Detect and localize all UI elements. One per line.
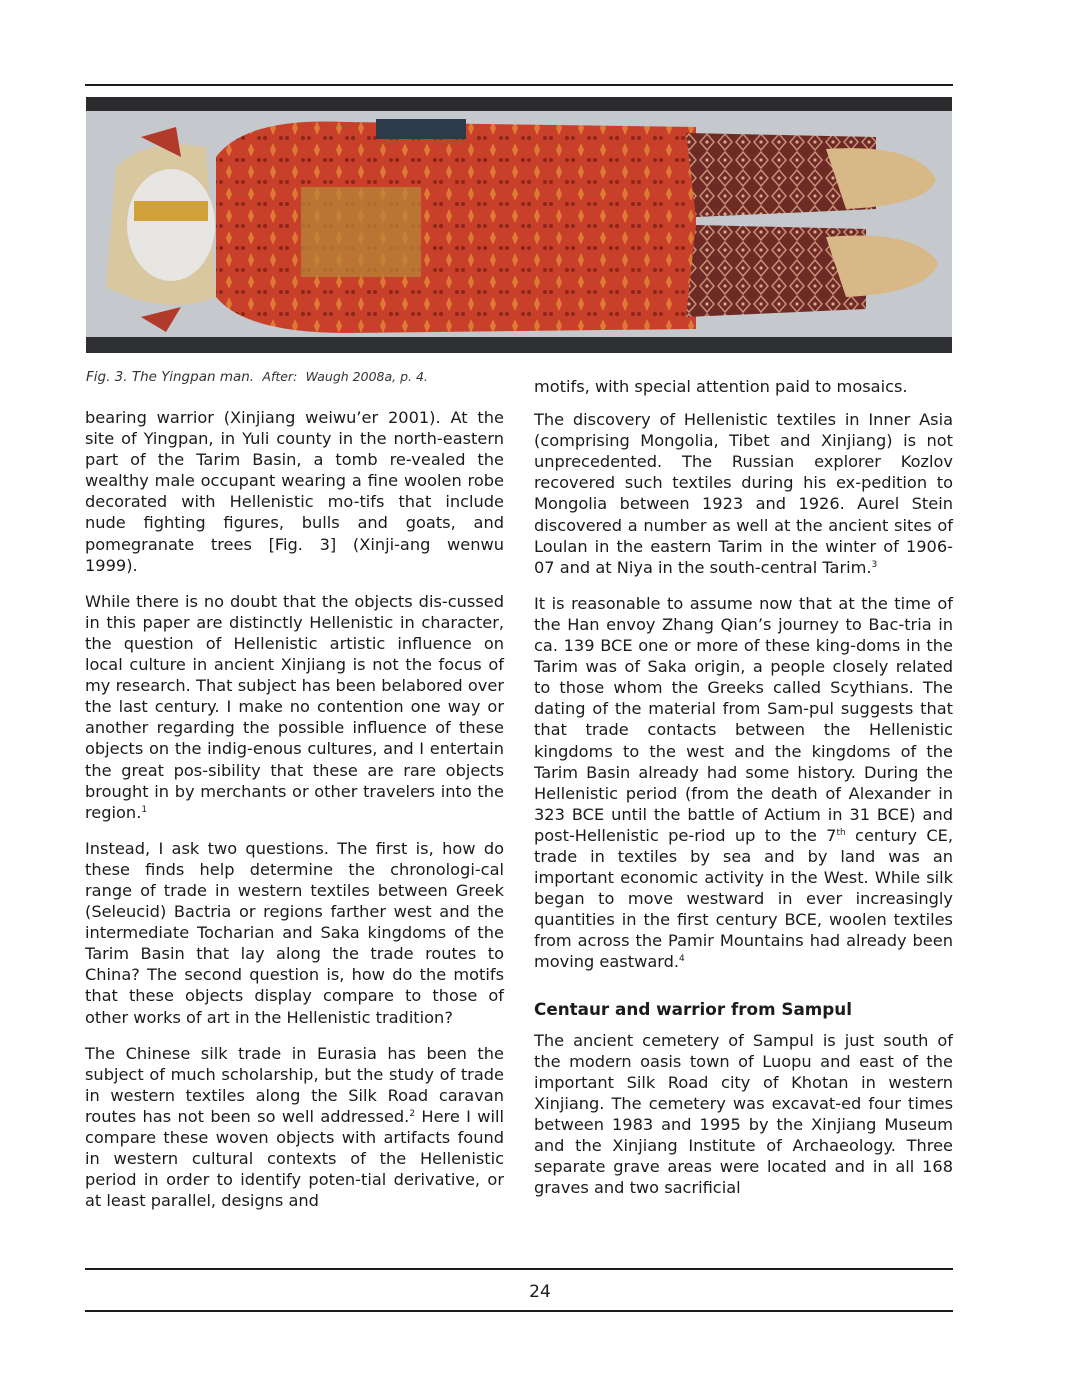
bottom-rule-upper bbox=[85, 1268, 953, 1270]
footnote-ref[interactable]: 4 bbox=[679, 954, 685, 965]
figure-caption bbox=[86, 369, 526, 385]
caption-source: Waugh 2008a, p. 4. bbox=[305, 369, 428, 384]
footnote-ref[interactable]: 1 bbox=[141, 804, 148, 815]
section-heading: Centaur and warrior from Sampul bbox=[534, 998, 852, 1019]
yingpan-man-photo bbox=[86, 97, 952, 353]
page-number: 24 bbox=[529, 1282, 551, 1302]
right-paragraph-2: It is reasonable to assume now that at the time of the Han envoy Zhang Qian’s journey to Bac-tria in ca. 139 BCE one or more of these king-doms in the Tarim was of Saka origin, a people closely related to those whom the Greeks called Scythians. The dating of the material from Sam-pul suggests that that trade contacts between the Hellenistic kingdoms to the west and the kingdoms of the Tarim Basin already had some history. During the Hellenistic period (from the death of Alexander in 323 BCE until the battle of Actium in 31 BCE) and post-Hellenistic pe-riod up to the 7th century CE, trade in textiles by sea and by land was an important economic activity in the West. While silk began to move westward in ever increasingly quantities in the first century BCE, woolen textiles from across the Pamir Mountains had already been moving eastward.$^4$ bbox=[534, 593, 953, 972]
bottom-rule-lower bbox=[85, 1310, 953, 1312]
left-paragraph-3: Instead, I ask two questions. The first is, how do these finds help determine the chronologi-cal range of trade in western textiles between Greek (Seleucid) Bactria or regions farther west and the intermediate Tocharian and Saka kingdoms of the Tarim Basin that lay along the trade routes to China? The second question is, how do the motifs that these objects display compare to those of other works of art in the Hellenistic tradition? bbox=[85, 838, 504, 1027]
top-rule bbox=[85, 84, 953, 86]
right-column bbox=[534, 376, 953, 1213]
right-paragraph-1: The discovery of Hellenistic textiles in Inner Asia (comprising Mongolia, Tibet and Xinjiang) is not unprecedented. The Russian explorer Kozlov recovered such textiles during his ex-pedition to Mongolia between 1923 and 1926. Aurel Stein discovered a number as well at the ancient sites of Loulan in the eastern Tarim in the winter of 1906-07 and at Niya in the south-central Tarim.$^3$ bbox=[534, 410, 953, 577]
caption-label: Fig. 3. The Yingpan man. bbox=[86, 369, 255, 385]
left-paragraph-4: The Chinese silk trade in Eurasia has been the subject of much scholarship, but the study of trade in western textiles along the Silk Road caravan routes has not been so well addressed.$^2$ Here I will compare these woven objects with artifacts found in western cultural contexts of the Hellenistic period in order to identify poten-tial derivative, or at least parallel, designs and bbox=[85, 1043, 504, 1211]
right-paragraph-3: The ancient cemetery of Sampul is just south of the modern oasis town of Luopu and east of the important Silk Road city of Khotan in western Xinjiang. The cemetery was excavat-ed four times between 1983 and 1995 by the Xinjiang Museum and the Xinjiang Institute of Archaeology. Three separate grave areas were located and in all 168 graves and two sacrificial bbox=[534, 1030, 953, 1198]
left-column bbox=[85, 407, 504, 1226]
left-paragraph-1: bearing warrior (Xinjiang weiwu’er 2001). At the site of Yingpan, in Yuli county in the north-eastern part of the Tarim Basin, a tomb re-vealed the wealthy male occupant wearing a fine woolen robe decorated with Hellenistic mo-tifs that include nude fighting figures, bulls and goats, and pomegranate trees [Fig. 3] (Xinji-ang wenwu 1999). bbox=[85, 408, 504, 575]
right-paragraph-0: motifs, with special attention paid to mosaics. bbox=[534, 377, 908, 396]
caption-after: After: bbox=[262, 369, 298, 384]
footnote-ref[interactable]: 3 bbox=[871, 559, 878, 570]
left-paragraph-2: While there is no doubt that the objects dis-cussed in this paper are distinctly Hellenistic in character, the question of Hellenistic artistic influence on local culture in ancient Xinjiang is not the focus of my research. That subject has been belabored over the last century. I make no contention one way or another regarding the possible influence of these objects on the indig-enous cultures, and I entertain the great pos-sibility that these are rare objects brought in by merchants or other travelers into the region.$^1$ bbox=[85, 591, 504, 822]
footnote-ref[interactable]: 2 bbox=[409, 1108, 416, 1119]
